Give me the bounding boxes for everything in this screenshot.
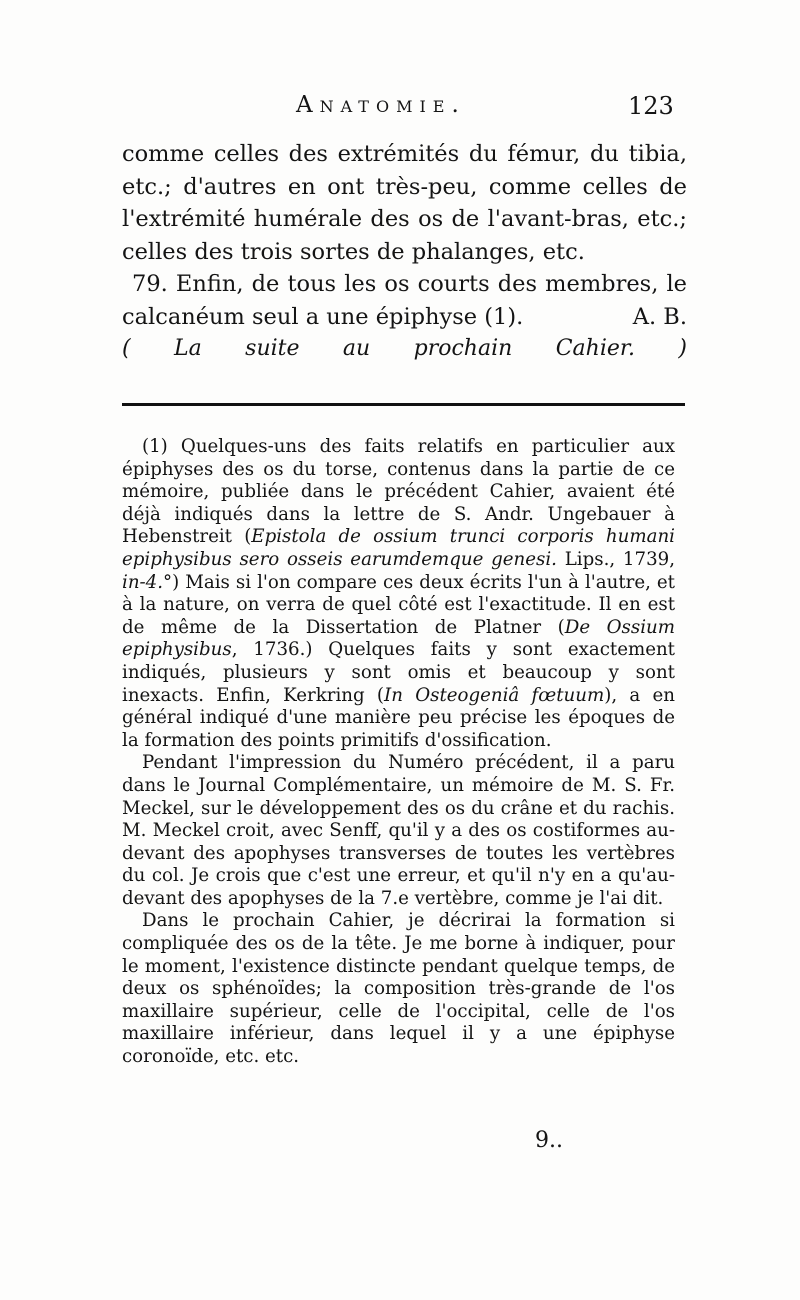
- footnote-1-part-e: ), a en général indiqué d'une manière peu précise les époques de la formation des points primitifs d'ossification.: [122, 684, 675, 751]
- paragraph-79: [122, 268, 687, 333]
- footnote-1-part-c: °) Mais si l'on compare ces deux écrits l'un à l'autre, et à la nature, on verra de quel côté est l'exactitude. Il en est de même de la Dissertation de Platner (: [122, 571, 675, 638]
- footnote-2: Pendant l'impression du Numéro précédent, il a paru dans le Journal Complémentaire, un mémoire de M. S. Fr. Meckel, sur le développement des os du crâne et du rachis. M. Meckel croit, avec Senff, qu'il y a des os costiformes au-devant des apophyses transverses de toutes les vertèbres du col. Je crois que c'est une erreur, et qu'il n'y en a qu'au-devant des apophyses de la 7.e vertèbre, comme je l'ai dit.: [122, 752, 675, 909]
- footnote-1: [122, 436, 675, 752]
- author-signature: A. B.: [632, 303, 687, 330]
- page-number: 123: [628, 92, 674, 120]
- paragraph-continuation: comme celles des extrémités du fémur, du tibia, etc.; d'autres en ont très-peu, comme celles de l'extrémité humérale des os de l'avant-bras, etc.; celles des trois sortes de phalanges, etc.: [122, 141, 687, 265]
- main-text: [122, 138, 687, 366]
- footnote-1-title-kerkring: In Osteogeniâ fœtuum: [384, 684, 605, 706]
- footnote-1-title-epistola: Epistola de ossium trunci corporis humani epiphysibus sero osseis earumdemque genesi.: [122, 526, 675, 570]
- footnote-3: Dans le prochain Cahier, je décrirai la formation si compliquée des os de la tête. Je me borne à indiquer, pour le moment, l'existence distincte pendant quelque temps, de deux os sphénoïdes; la composition très-grande de l'os maxillaire supérieur, celle de l'occipital, celle de l'os maxillaire inférieur, dans lequel il y a une épiphyse coronoïde, etc. etc.: [122, 910, 675, 1068]
- continuation-notice: ( La suite au prochain Cahier. ): [122, 336, 687, 361]
- running-head: [0, 92, 800, 132]
- running-title: Anatomie.: [296, 92, 466, 118]
- footnote-1-part-b: Lips., 1739,: [556, 548, 675, 570]
- footnotes: [122, 436, 675, 1069]
- footnote-1-part-d: , 1736.) Quelques faits y sont exactement indiqués, plusieurs y sont omis et beaucoup y sont inexacts. Enfin, Kerkring (: [122, 639, 675, 706]
- footnote-1-format: in-4.: [122, 571, 164, 593]
- footnote-rule: [122, 403, 685, 406]
- paragraph-79-text: 79. Enfin, de tous les os courts des membres, le calcanéum seul a une épiphyse (1).: [122, 271, 687, 330]
- footnote-1-title-platner: De Ossium epiphysibus: [122, 616, 675, 661]
- footnote-1-part-a: (1) Quelques-uns des faits relatifs en particulier aux épiphyses des os du torse, contenus dans la partie de ce mémoire, publiée dans le précédent Cahier, avaient été déjà indiqués dans la lettre de S. Andr. Ungebauer à Hebenstreit (: [122, 436, 675, 548]
- catchword: 9..: [535, 1128, 563, 1153]
